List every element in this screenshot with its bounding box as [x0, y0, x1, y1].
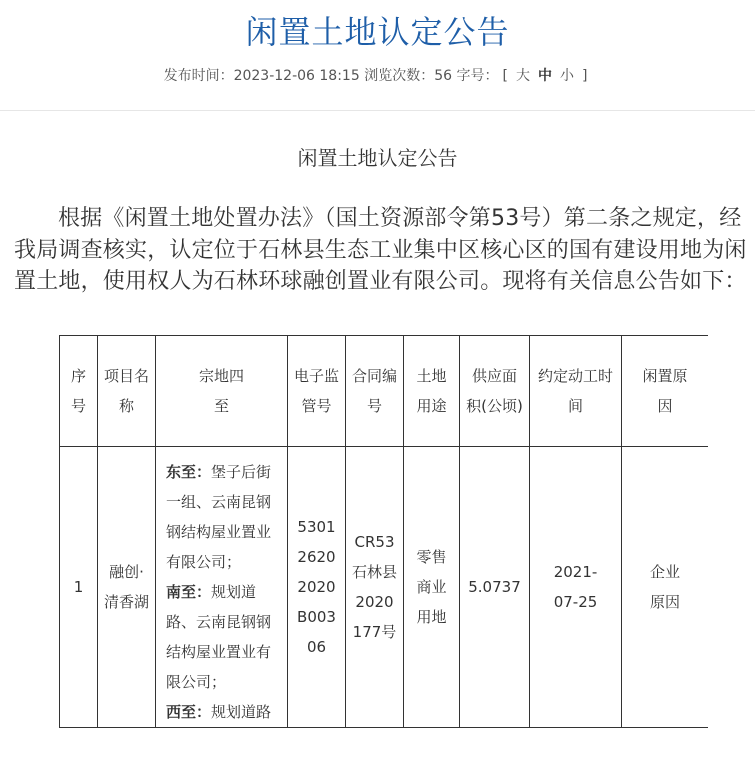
cell-seq: 1	[60, 447, 98, 728]
fontsize-small-button[interactable]: 小	[559, 68, 574, 84]
boundary-west	[166, 697, 281, 727]
cell-contract-no: CR53石林县2020177号	[346, 447, 404, 728]
boundary-south	[166, 577, 281, 697]
boundary-west-text: 规划道路	[211, 703, 272, 721]
header-idle-reason: 闲置原因	[622, 336, 709, 447]
views-label: 浏览次数：	[364, 68, 435, 84]
header-boundary: 宗地四至	[156, 336, 288, 447]
header-start-date: 约定动工时间	[530, 336, 622, 447]
header-supervision-no: 电子监管号	[288, 336, 346, 447]
header-seq: 序号	[60, 336, 98, 447]
notice-table-wrapper	[59, 335, 708, 765]
views-count: 56	[434, 68, 453, 84]
header-contract-no: 合同编号	[346, 336, 404, 447]
boundary-south-text: 规划道路、云南昆钢钢结构屋业置业有限公司；	[166, 583, 272, 691]
header-divider	[0, 110, 755, 111]
cell-idle-reason: 企业原因	[622, 447, 709, 728]
boundary-east-label: 东至：	[166, 463, 212, 481]
cell-start-date: 2021-07-25	[530, 447, 622, 728]
boundary-south-label: 南至：	[166, 583, 212, 601]
document-heading: 闲置土地认定公告	[297, 146, 458, 170]
fontsize-large-button[interactable]: 大	[515, 68, 530, 84]
document-paragraph: 根据《闲置土地处置办法》（国土资源部令第53号）第二条之规定，经我局调查核实，认定位于石林县生态工业集中区核心区的国有建设用地为闲置土地，使用权人为石林环球融创置业有限公司。现将有关信息公告如下：	[14, 206, 747, 294]
table-header-row	[60, 336, 709, 447]
header-area: 供应面积(公顷)	[460, 336, 530, 447]
header-project: 项目名称	[98, 336, 156, 447]
cell-supervision-no: 530126202020B00306	[288, 447, 346, 728]
cell-boundary	[156, 447, 288, 728]
bracket-open: [	[502, 68, 508, 84]
boundary-west-label: 西至：	[166, 703, 212, 721]
article-meta	[0, 66, 755, 86]
table-row	[60, 447, 709, 728]
publish-label: 发布时间：	[163, 68, 234, 84]
fontsize-switcher	[498, 66, 591, 86]
cell-project: 融创·清香湖	[98, 447, 156, 728]
boundary-east-text: 堡子后街一组、云南昆钢钢结构屋业置业有限公司；	[166, 463, 272, 571]
boundary-east	[166, 457, 281, 577]
cell-area: 5.0737	[460, 447, 530, 728]
fontsize-label: 字号：	[456, 68, 499, 84]
publish-time: 2023-12-06 18:15	[233, 68, 360, 84]
page-title: 闲置土地认定公告	[245, 13, 510, 51]
fontsize-medium-button[interactable]: 中	[537, 68, 552, 84]
notice-table	[59, 335, 708, 728]
cell-land-use: 零售商业用地	[404, 447, 460, 728]
bracket-close: ]	[581, 68, 588, 84]
header-land-use: 土地用途	[404, 336, 460, 447]
